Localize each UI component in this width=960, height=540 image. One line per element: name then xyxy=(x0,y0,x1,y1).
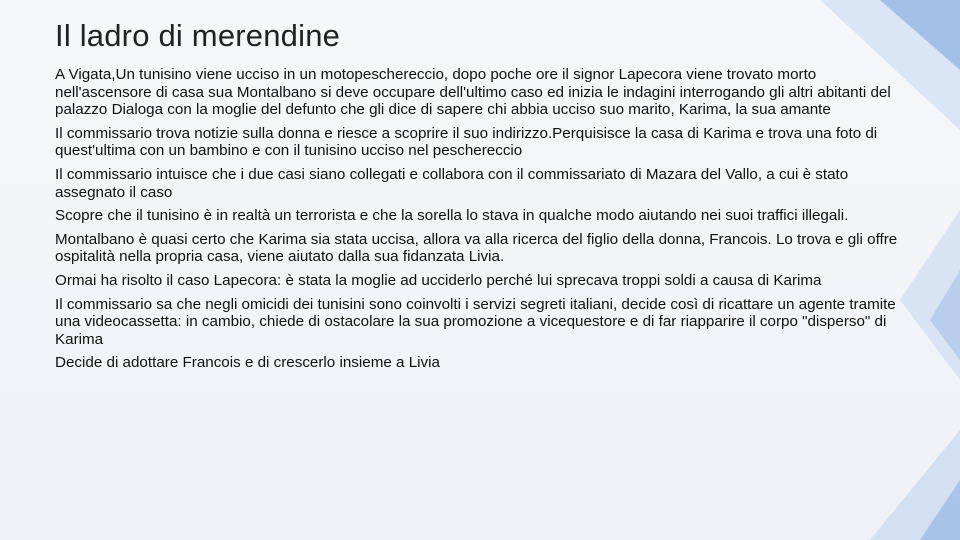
paragraph: Ormai ha risolto il caso Lapecora: è stata la moglie ad ucciderlo perché lui sprecava troppi soldi a causa di Karima xyxy=(55,271,822,289)
paragraph: A Vigata,Un tunisino viene ucciso in un motopeschereccio, dopo poche ore il signor Lapecora viene trovato morto nell'ascensore di casa sua Montalbano si deve occupare dell'ultimo caso ed inizia le indagini interrogando gli altri abitanti del palazzo Dialoga con la moglie del defunto che gli dice di sapere chi abbia ucciso suo marito, Karima, la sua amante xyxy=(55,66,891,119)
paragraph: Il commissario sa che negli omicidi dei tunisini sono coinvolti i servizi segreti italiani, decide così di ricattare un agente tramite una videocassetta: in cambio, chiede di ostacolare la sua promozione a vicequestore e di far riapparire il corpo "disperso" di Karima xyxy=(55,295,896,348)
slide-title: Il ladro di merendine xyxy=(55,18,341,53)
paragraph: Montalbano è quasi certo che Karima sia stata uccisa, allora va alla ricerca del figlio della donna, Francois. Lo trova e gli offre ospitalità nella propria casa, viene aiutato dalla sua fidanzata Livia. xyxy=(55,230,898,266)
paragraph: Il commissario trova notizie sulla donna e riesce a scoprire il suo indirizzo.Perquisisce la casa di Karima e trova una foto di quest'ultima con un bambino e con il tunisino ucciso nel peschereccio xyxy=(55,124,878,160)
slide-body xyxy=(55,66,915,378)
paragraph: Decide di adottare Francois e di crescerlo insieme a Livia xyxy=(55,354,440,372)
paragraph: Il commissario intuisce che i due casi siano collegati e collabora con il commissariato di Mazara del Vallo, a cui è stato assegnato il caso xyxy=(55,165,849,201)
paragraph: Scopre che il tunisino è in realtà un terrorista e che la sorella lo stava in qualche modo aiutando nei suoi traffici illegali. xyxy=(55,207,849,225)
